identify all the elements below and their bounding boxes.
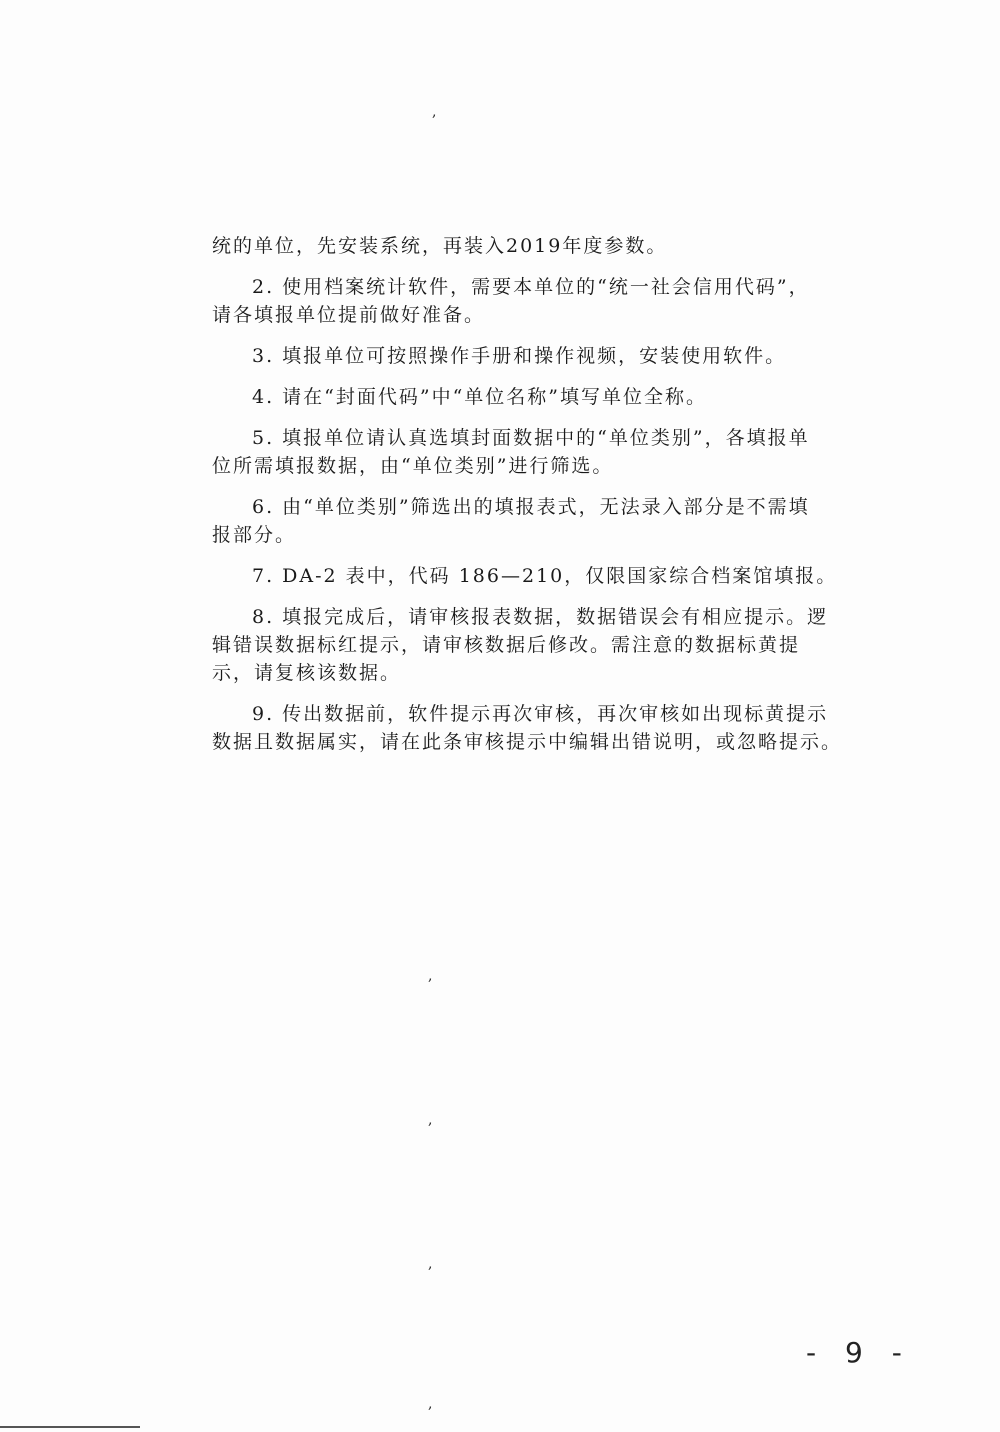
text-line: 辑错误数据标红提示，请审核数据后修改。需注意的数据标黄提 — [212, 634, 801, 656]
text-line: 5. 填报单位请认真选填封面数据中的“单位类别”，各填报单 — [252, 427, 810, 449]
paragraph — [212, 232, 812, 260]
paragraph — [212, 424, 812, 480]
body-text — [212, 232, 843, 756]
text-line: 2. 使用档案统计软件，需要本单位的“统一社会信用代码”， — [252, 276, 810, 298]
scan-edge-line — [0, 1426, 140, 1428]
text-line: 示，请复核该数据。 — [212, 662, 402, 684]
text-line: 位所需填报数据，由“单位类别”进行筛选。 — [212, 455, 614, 477]
text-line: 请各填报单位提前做好准备。 — [212, 304, 486, 326]
paragraph — [212, 273, 812, 329]
text-line: 8. 填报完成后，请审核报表数据，数据错误会有相应提示。逻 — [252, 606, 829, 628]
scan-speck-mark: , — [428, 1396, 433, 1412]
text-line: 4. 请在“封面代码”中“单位名称”填写单位全称。 — [252, 386, 708, 408]
scan-speck-mark: , — [428, 968, 433, 984]
text-line: 统的单位，先安装系统，再装入2019年度参数。 — [212, 235, 668, 257]
scan-speck-mark: , — [432, 104, 437, 120]
text-line: 数据且数据属实，请在此条审核提示中编辑出错说明，或忽略提示。 — [212, 731, 843, 753]
text-line: 6. 由“单位类别”筛选出的填报表式，无法录入部分是不需填 — [252, 496, 810, 518]
paragraph — [212, 383, 812, 411]
paragraph — [212, 700, 843, 756]
paragraph — [212, 493, 812, 549]
paragraph — [212, 562, 838, 590]
text-line: 9. 传出数据前，软件提示再次审核，再次审核如出现标黄提示 — [252, 703, 829, 725]
paragraph — [212, 342, 812, 370]
text-line: 报部分。 — [212, 524, 297, 546]
text-line: 7. DA-2 表中，代码 186—210，仅限国家综合档案馆填报。 — [252, 565, 838, 587]
page-number: - 9 - — [806, 1336, 912, 1369]
scan-speck-mark: , — [428, 1256, 433, 1272]
text-line: 3. 填报单位可按照操作手册和操作视频，安装使用软件。 — [252, 345, 787, 367]
scan-speck-mark: , — [428, 1112, 433, 1128]
paragraph — [212, 603, 829, 687]
